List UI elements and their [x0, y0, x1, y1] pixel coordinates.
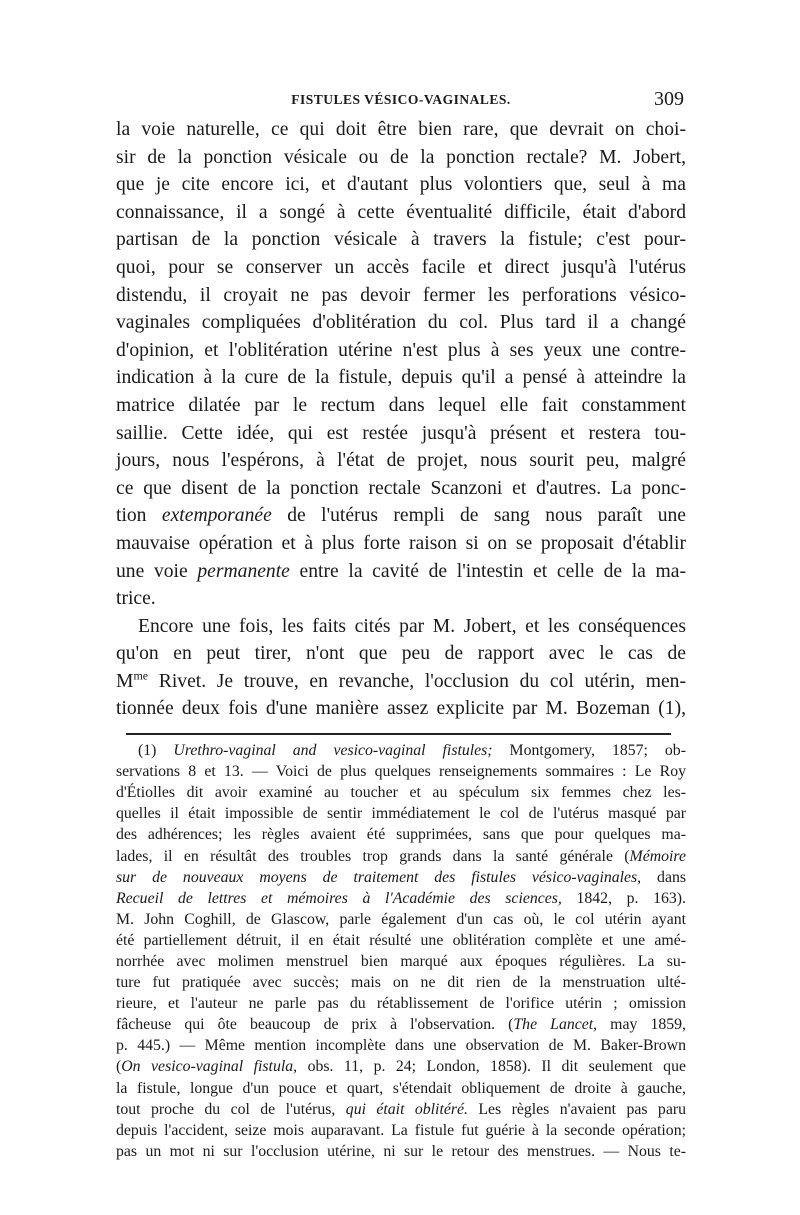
footnote-emphasis: Urethro-vaginal and vesico-vaginal fistules;: [173, 742, 493, 760]
text-line: distendu, il croyait ne pas devoir fermer les perforations vésico-: [116, 284, 686, 306]
text-line: [116, 558, 686, 586]
footnote-line: [116, 740, 686, 761]
text-line: ce que disent de la ponction rectale Scanzoni et d'autres. La ponc-: [116, 477, 686, 499]
footnote-fragment: obs. 11, p. 24; London, 1858). Il dit seulement que: [297, 1058, 686, 1076]
footnote-line: [116, 1141, 686, 1162]
footnote-emphasis: On vesico-vaginal fistula,: [121, 1058, 298, 1076]
footnote-fragment: norrhée avec molimen menstruel bien marqué aux époques régulières. La su-: [116, 953, 686, 970]
footnote-fragment: (1): [138, 742, 174, 760]
footnote-line: [116, 1014, 686, 1035]
superscript: me: [133, 668, 149, 683]
footnote-line: [116, 972, 686, 993]
footnote-rule: [126, 733, 671, 735]
footnote-line: [116, 930, 686, 951]
footnote-fragment: (: [116, 1058, 122, 1076]
footnote-emphasis: The Lancet,: [513, 1016, 598, 1034]
text-line: jours, nous l'espérons, à l'état de projet, nous sourit peu, malgré: [116, 450, 686, 472]
text-fragment: M: [116, 670, 134, 692]
text-fragment: entre la cavité de l'intestin et celle de la ma-: [289, 560, 687, 582]
text-line: [116, 668, 686, 696]
footnote-line: [116, 824, 686, 845]
footnote-fragment: 1842, p. 163).: [561, 889, 686, 907]
text-line: que je cite encore ici, et d'autant plus volontiers que, seul à ma: [116, 174, 686, 196]
running-title: FISTULES VÉSICO-VAGINALES.: [291, 92, 511, 107]
text-line: mauvaise opération et à plus forte raison si on se proposait d'établir: [116, 532, 686, 554]
page-number: 309: [654, 88, 684, 110]
footnote-fragment: quelles il était impossible de sentir immédiatement le col de l'utérus masqué par: [116, 805, 686, 823]
footnote-emphasis: qui était oblitéré.: [345, 1100, 468, 1118]
footnote-line: [116, 909, 686, 930]
footnote-fragment: M. John Coghill, de Glascow, parle également d'un cas où, le col utérin ayant: [116, 910, 686, 928]
footnote-line: [116, 867, 686, 888]
footnote-fragment: des adhérences; les règles avaient été supprimées, sans que pour quelques ma-: [116, 826, 686, 844]
text-fragment: Rivet. Je trouve, en revanche, l'occlusion du col utérin, men-: [148, 670, 686, 692]
footnote-line: [116, 761, 686, 782]
text-line: indication à la cure de la fistule, depuis qu'il a pensé à atteindre la: [116, 367, 686, 389]
footnote-fragment: fâcheuse qui ôte beaucoup de prix à l'observation. (: [116, 1016, 514, 1034]
footnote-line: [116, 1078, 686, 1099]
footnote-fragment: rieure, et l'auteur ne parle pas du rétablissement de l'orifice utérin ; omission: [116, 995, 686, 1013]
text-line: connaissance, il a songé à cette éventualité difficile, était d'abord: [116, 201, 686, 223]
text-line: sir de la ponction vésicale ou de la ponction rectale? M. Jobert,: [116, 146, 686, 168]
text-line: d'opinion, et l'oblitération utérine n'est plus à ses yeux une contre-: [116, 339, 686, 361]
footnote-fragment: may 1859,: [597, 1016, 687, 1034]
text-line: trice.: [116, 588, 156, 610]
running-header: [116, 88, 686, 116]
footnote-fragment: p. 445.) — Même mention incomplète dans une observation de M. Baker-Brown: [116, 1037, 686, 1055]
book-page: [116, 88, 686, 1162]
footnote-fragment: tout proche du col de l'utérus,: [116, 1100, 346, 1118]
footnote-fragment: ture fut pratiquée avec succès; mais on ne dit rien de la menstruation ulté-: [116, 974, 686, 992]
footnote-line: [116, 1120, 686, 1141]
footnote-emphasis: sur de nouveaux moyens de traitement des fistules vésico-vaginales,: [116, 868, 642, 886]
emphasis-text: permanente: [197, 560, 290, 582]
text-fragment: une voie: [116, 560, 198, 582]
footnote-line: [116, 782, 686, 803]
text-line: vaginales compliquées d'oblitération du col. Plus tard il a changé: [116, 312, 686, 334]
footnote-fragment: Les règles n'avaient pas paru: [467, 1100, 687, 1118]
footnote-emphasis: Recueil de lettres et mémoires à l'Académie des sciences,: [116, 889, 562, 907]
footnote-fragment: lades, il en résultât des troubles trop grands dans la santé générale (: [116, 847, 630, 865]
text-line: tionnée deux fois d'une manière assez explicite par M. Bozeman (1),: [116, 698, 686, 720]
footnote-fragment: Montgomery, 1857; ob-: [492, 742, 686, 760]
text-line: quoi, pour se conserver un accès facile et direct jusqu'à l'utérus: [116, 256, 686, 278]
footnote-line: [116, 1035, 686, 1056]
paragraph-1: [116, 116, 686, 613]
text-line: qu'on en peut tirer, n'ont que peu de rapport avec le cas de: [116, 643, 686, 665]
footnote-fragment: servations 8 et 13. — Voici de plus quelques renseignements sommaires : Le Roy: [116, 763, 686, 781]
text-line: [116, 502, 686, 530]
footnote-fragment: pas un mot ni sur l'occlusion utérine, ni sur le retour des menstrues. — Nous te-: [116, 1142, 686, 1160]
footnote-emphasis: Mémoire: [629, 847, 686, 865]
text-line: partisan de la ponction vésicale à travers la fistule; c'est pour-: [116, 229, 686, 251]
text-fragment: tion: [116, 505, 162, 527]
footnote-line: [116, 951, 686, 972]
text-line: Encore une fois, les faits cités par M. Jobert, et les conséquences: [138, 615, 686, 637]
footnote-line: [116, 803, 686, 824]
main-text: [116, 116, 686, 723]
footnote-line: [116, 888, 686, 909]
text-fragment: de l'utérus rempli de sang nous paraît une: [271, 505, 686, 527]
emphasis-text: extemporanée: [161, 505, 272, 527]
footnote-fragment: la fistule, longue d'un pouce et quart, s'étendait obliquement de droite à gauche,: [116, 1079, 686, 1097]
footnote-fragment: dans: [641, 868, 687, 886]
footnote-fragment: depuis l'accident, seize mois auparavant. La fistule fut guérie à la seconde opération;: [116, 1121, 686, 1139]
text-line: saillie. Cette idée, qui est restée jusqu'à présent et restera tou-: [116, 422, 686, 444]
footnote-line: [116, 993, 686, 1014]
footnote-line: [116, 846, 686, 867]
footnote-fragment: d'Étiolles dit avoir examiné au toucher et au spéculum six femmes chez les-: [116, 784, 686, 802]
footnote-fragment: été partiellement détruit, il en était résulté une oblitération complète et une amé-: [116, 931, 686, 949]
text-line: matrice dilatée par le rectum dans lequel elle fait constamment: [116, 394, 686, 416]
footnote-line: [116, 1099, 686, 1120]
footnote-line: [116, 1056, 686, 1077]
text-line: la voie naturelle, ce qui doit être bien rare, que devrait on choi-: [116, 119, 686, 140]
footnotes: [116, 740, 686, 1162]
paragraph-2: [116, 613, 686, 723]
